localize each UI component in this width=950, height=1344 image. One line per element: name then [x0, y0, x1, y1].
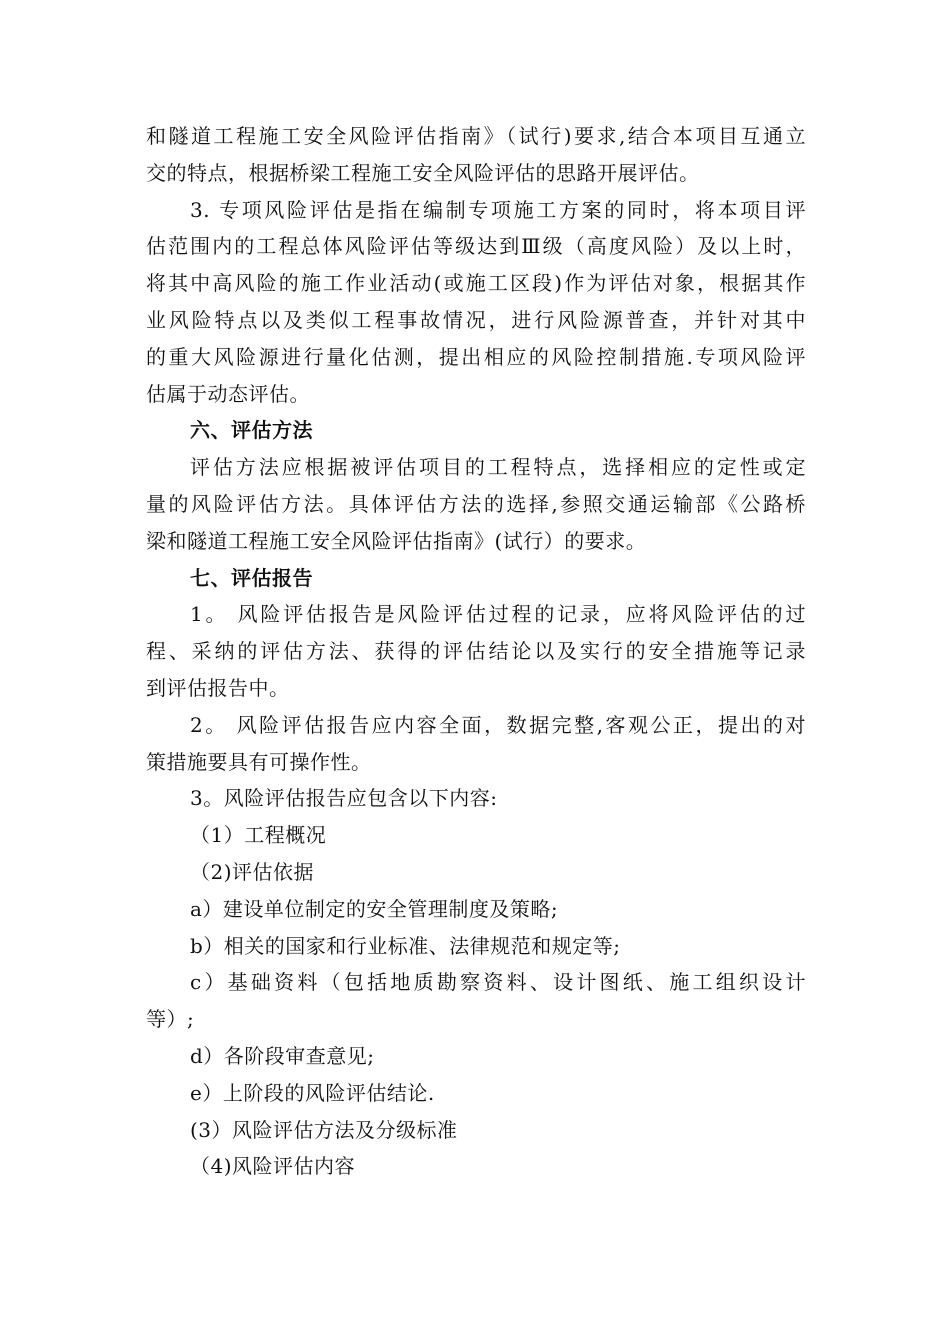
paragraph-line: 量的风险评估方法。具体评估方法的选择,参照交通运输部《公路桥	[146, 491, 806, 516]
list-item: (3）风险评估方法及分级标准	[190, 1117, 458, 1142]
section-heading-method: 六、评估方法	[190, 418, 313, 443]
paragraph-line: 3. 专项风险评估是指在编制专项施工方案的同时，将本项目评	[190, 197, 806, 222]
list-item: a）建设单位制定的安全管理制度及策略;	[190, 896, 559, 921]
paragraph-line: 估属于动态评估。	[146, 381, 310, 406]
paragraph-line: 的重大风险源进行量化估测，提出相应的风险控制措施.专项风险评	[146, 344, 806, 369]
paragraph-line: 策措施要具有可操作性。	[146, 749, 372, 774]
list-item: 等）;	[146, 1007, 195, 1032]
paragraph-line: 将其中高风险的施工作业活动(或施工区段)作为评估对象，根据其作	[146, 271, 806, 296]
paragraph-line: 2。 风险评估报告应内容全面，数据完整,客观公正，提出的对	[190, 712, 806, 737]
list-item: c）基础资料（包括地质勘察资料、设计图纸、施工组织设计	[190, 970, 806, 995]
list-item: （1）工程概况	[190, 823, 327, 848]
paragraph-line: 估范围内的工程总体风险评估等级达到Ⅲ级（高度风险）及以上时，	[146, 234, 806, 259]
paragraph-line: 业风险特点以及类似工程事故情况，进行风险源普查，并针对其中	[146, 307, 806, 332]
paragraph-line: 评估方法应根据被评估项目的工程特点，选择相应的定性或定	[190, 455, 806, 480]
section-heading-report: 七、评估报告	[190, 565, 313, 590]
paragraph-line: 程、采纳的评估方法、获得的评估结论以及实行的安全措施等记录	[146, 639, 806, 664]
paragraph-line: 梁和隧道工程施工安全风险评估指南》(试行）的要求。	[146, 528, 647, 553]
list-item: b）相关的国家和行业标准、法律规范和规定等;	[190, 933, 621, 958]
paragraph-line: 到评估报告中。	[146, 675, 290, 700]
paragraph-line: 和隧道工程施工安全风险评估指南》（试行)要求,结合本项目互通立	[146, 124, 806, 148]
list-item: （4)风险评估内容	[190, 1154, 356, 1179]
list-item: （2)评估依据	[190, 859, 315, 884]
paragraph-line: 3。风险评估报告应包含以下内容:	[190, 786, 498, 811]
list-item: e）上阶段的风险评估结论.	[190, 1080, 435, 1105]
list-item: d）各阶段审查意见;	[190, 1043, 375, 1068]
document-body	[146, 118, 806, 1185]
paragraph-line: 交的特点，根据桥梁工程施工安全风险评估的思路开展评估。	[146, 160, 700, 185]
paragraph-line: 1。 风险评估报告是风险评估过程的记录，应将风险评估的过	[190, 602, 806, 627]
